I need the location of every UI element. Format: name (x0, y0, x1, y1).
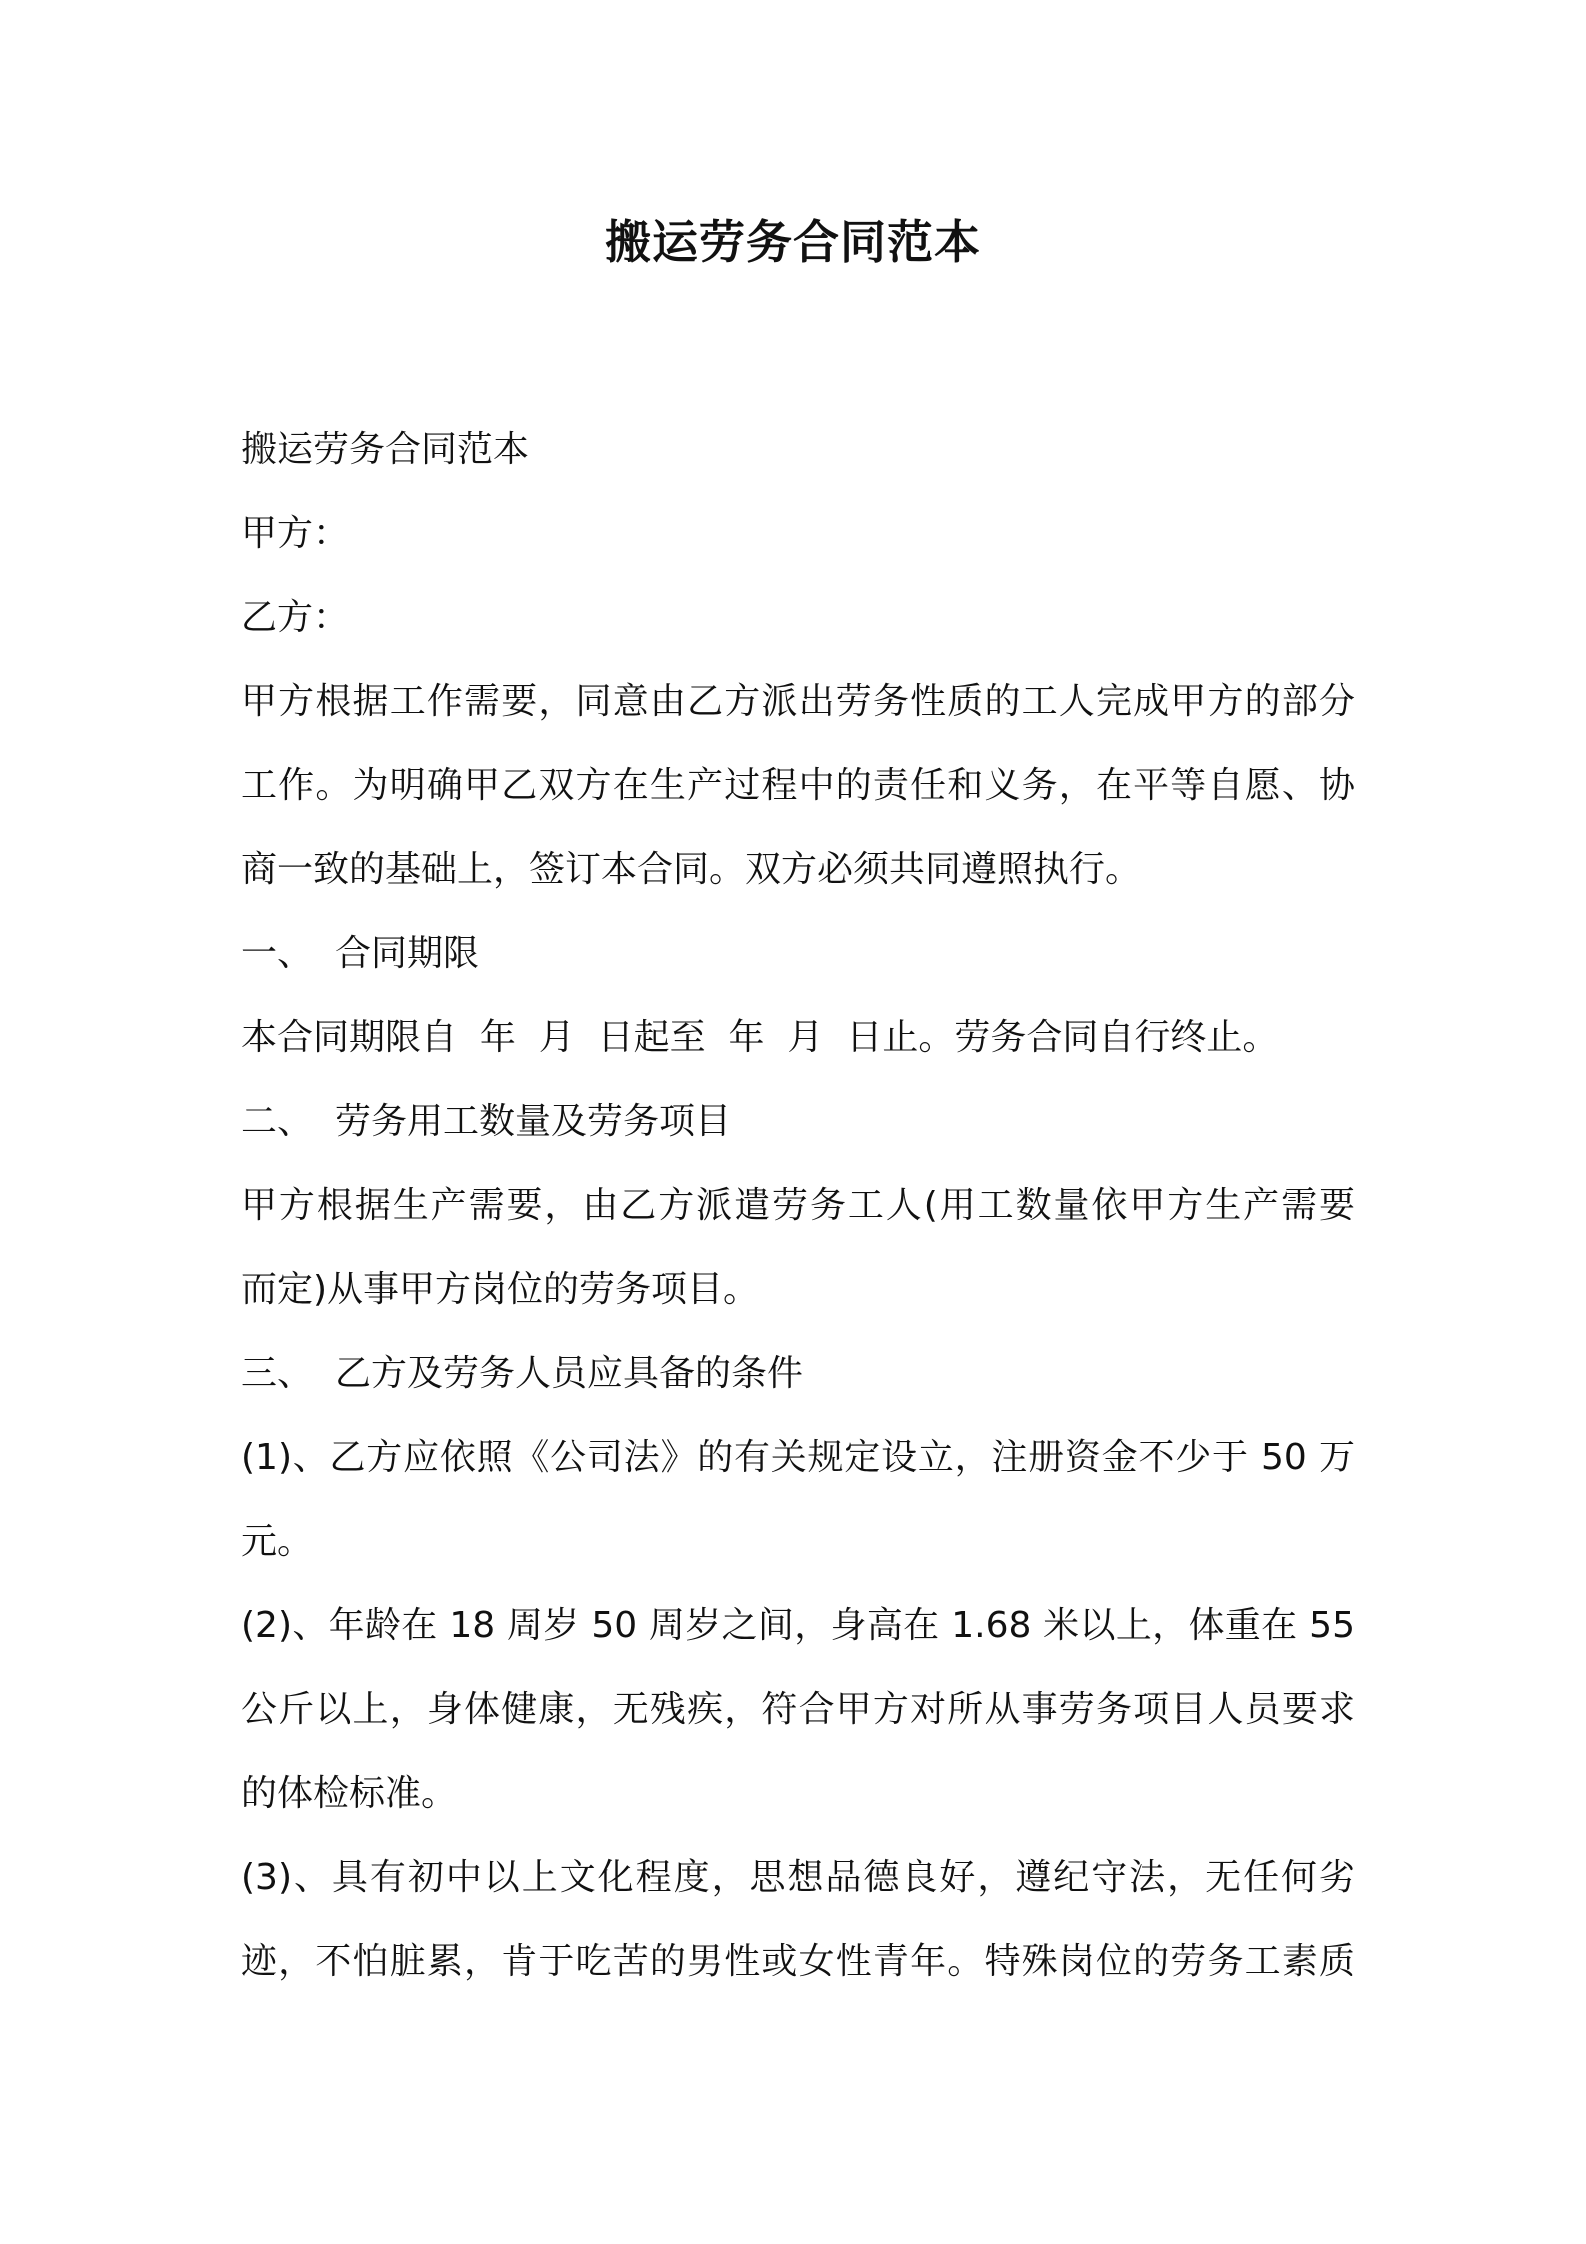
document-subtitle: 搬运劳务合同范本 (241, 429, 530, 470)
section-1-content: 本合同期限自 年 月 日起至 年 月 日止。劳务合同自行终止。 (241, 1017, 1279, 1058)
section-2-number: 二、 (241, 1101, 314, 1142)
document-body (241, 408, 1355, 2004)
section-3-heading (241, 1332, 1355, 1416)
section-3-item-1-line-1: (1)、乙方应依照《公司法》的有关规定设立，注册资金不少于 50 万 (241, 1437, 1355, 1478)
party-b-label: 乙方： (241, 597, 350, 638)
section-3-item-1-line-2: 元。 (241, 1521, 314, 1562)
section-3-item-2-line-2: 公斤以上，身体健康，无残疾，符合甲方对所从事劳务项目人员要求 (241, 1689, 1355, 1730)
party-a-label: 甲方： (241, 513, 350, 554)
section-3-item-3-line-1: (3)、具有初中以上文化程度，思想品德良好，遵纪守法，无任何劣 (241, 1857, 1355, 1898)
section-2-heading (241, 1080, 1355, 1164)
section-1-title: 合同期限 (335, 933, 480, 974)
section-2-content-line-1: 甲方根据生产需要，由乙方派遣劳务工人(用工数量依甲方生产需要 (241, 1185, 1355, 1226)
section-3-item-3-line-2: 迹，不怕脏累，肯于吃苦的男性或女性青年。特殊岗位的劳务工素质 (241, 1941, 1355, 1982)
intro-line-3: 商一致的基础上，签订本合同。双方必须共同遵照执行。 (241, 849, 1142, 890)
intro-line-1: 甲方根据工作需要，同意由乙方派出劳务性质的工人完成甲方的部分 (241, 681, 1355, 722)
section-2-content-line-2: 而定)从事甲方岗位的劳务项目。 (241, 1269, 760, 1310)
section-2-title: 劳务用工数量及劳务项目 (335, 1101, 732, 1142)
section-3-number: 三、 (241, 1353, 314, 1394)
section-3-title: 乙方及劳务人员应具备的条件 (335, 1353, 804, 1394)
intro-line-2: 工作。为明确甲乙双方在生产过程中的责任和义务，在平等自愿、协 (241, 765, 1355, 806)
section-3-item-2-line-1: (2)、年龄在 18 周岁 50 周岁之间，身高在 1.68 米以上，体重在 55 (241, 1605, 1355, 1646)
section-1-heading (241, 912, 1355, 996)
section-1-number: 一、 (241, 933, 314, 974)
section-3-item-2-line-3: 的体检标准。 (241, 1773, 458, 1814)
document-title: 搬运劳务合同范本 (605, 215, 981, 269)
